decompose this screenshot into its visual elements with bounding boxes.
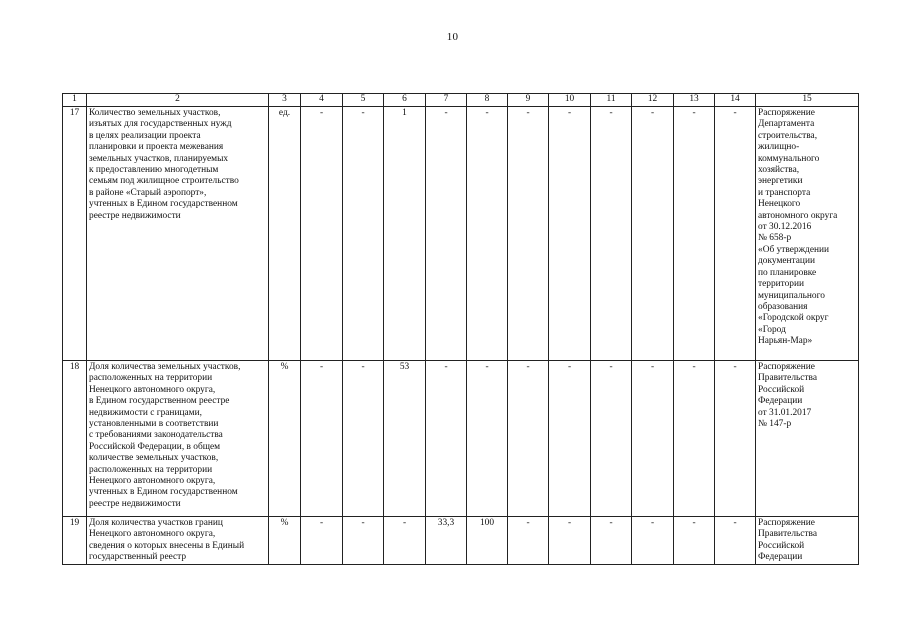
value-cell: 1 [384,107,426,361]
page-number: 10 [446,31,459,43]
column-header: 6 [384,94,426,107]
table-header-row [63,94,859,107]
column-header: 2 [87,94,269,107]
value-cell: - [467,107,508,361]
indicators-table [62,93,859,565]
value-cell: - [715,361,756,517]
unit-cell: % [269,517,301,565]
value-cell: - [632,107,674,361]
value-cell: 33,3 [426,517,467,565]
value-cell: 100 [467,517,508,565]
value-cell: - [384,517,426,565]
value-cell: - [549,361,591,517]
value-cell: - [632,517,674,565]
value-cell: - [426,361,467,517]
source-document: Распоряжение Департамента строительства, жилищно- коммунального хозяйства, энергетики и транспорта Ненецкого автономного округа от 30.12.2016 № 658-р «Об утверждении документации по планировке территории муниципального образования «Городской округ «Город Нарьян-Мар» [756,107,859,361]
column-header: 7 [426,94,467,107]
value-cell: - [632,361,674,517]
value-cell: - [674,517,715,565]
table-row [63,361,859,517]
column-header: 14 [715,94,756,107]
column-header: 1 [63,94,87,107]
table-row [63,517,859,565]
unit-cell: % [269,361,301,517]
value-cell: - [301,361,343,517]
indicator-name: Количество земельных участков, изъятых для государственных нужд в целях реализации проекта планировки и проекта межевания земельных участков, планируемых к предоставлению многодетным семьям под жилищное строительство в районе «Старый аэропорт», учтенных в Едином государственном реестре недвижимости [87,107,269,361]
value-cell: - [549,107,591,361]
column-header: 3 [269,94,301,107]
value-cell: - [343,517,384,565]
value-cell: - [343,361,384,517]
indicator-name: Доля количества участков границ Ненецкого автономного округа, сведения о которых внесены в Единый государственный реестр [87,517,269,565]
column-header: 10 [549,94,591,107]
column-header: 11 [591,94,632,107]
unit-cell: ед. [269,107,301,361]
column-header: 9 [508,94,549,107]
column-header: 5 [343,94,384,107]
value-cell: - [301,107,343,361]
value-cell: - [591,107,632,361]
value-cell: - [674,361,715,517]
column-header: 4 [301,94,343,107]
value-cell: - [591,517,632,565]
column-header: 13 [674,94,715,107]
indicator-name: Доля количества земельных участков, расположенных на территории Ненецкого автономного округа, в Едином государственном реестре недвижимости с границами, установленными в соответствии с требованиями законодательства Российской Федерации, в общем количестве земельных участков, расположенных на территории Ненецкого автономного округа, учтенных в Едином государственном реестре недвижимости [87,361,269,517]
source-document: Распоряжение Правительства Российской Федерации от 31.01.2017 № 147-р [756,361,859,517]
value-cell: - [508,517,549,565]
column-header: 12 [632,94,674,107]
value-cell: - [674,107,715,361]
value-cell: - [301,517,343,565]
value-cell: - [508,361,549,517]
table-row [63,107,859,361]
value-cell: 53 [384,361,426,517]
value-cell: - [715,517,756,565]
source-document: Распоряжение Правительства Российской Федерации [756,517,859,565]
row-number: 19 [63,517,87,565]
value-cell: - [591,361,632,517]
column-header: 8 [467,94,508,107]
row-number: 18 [63,361,87,517]
value-cell: - [715,107,756,361]
value-cell: - [426,107,467,361]
value-cell: - [343,107,384,361]
value-cell: - [549,517,591,565]
value-cell: - [467,361,508,517]
column-header: 15 [756,94,859,107]
value-cell: - [508,107,549,361]
row-number: 17 [63,107,87,361]
